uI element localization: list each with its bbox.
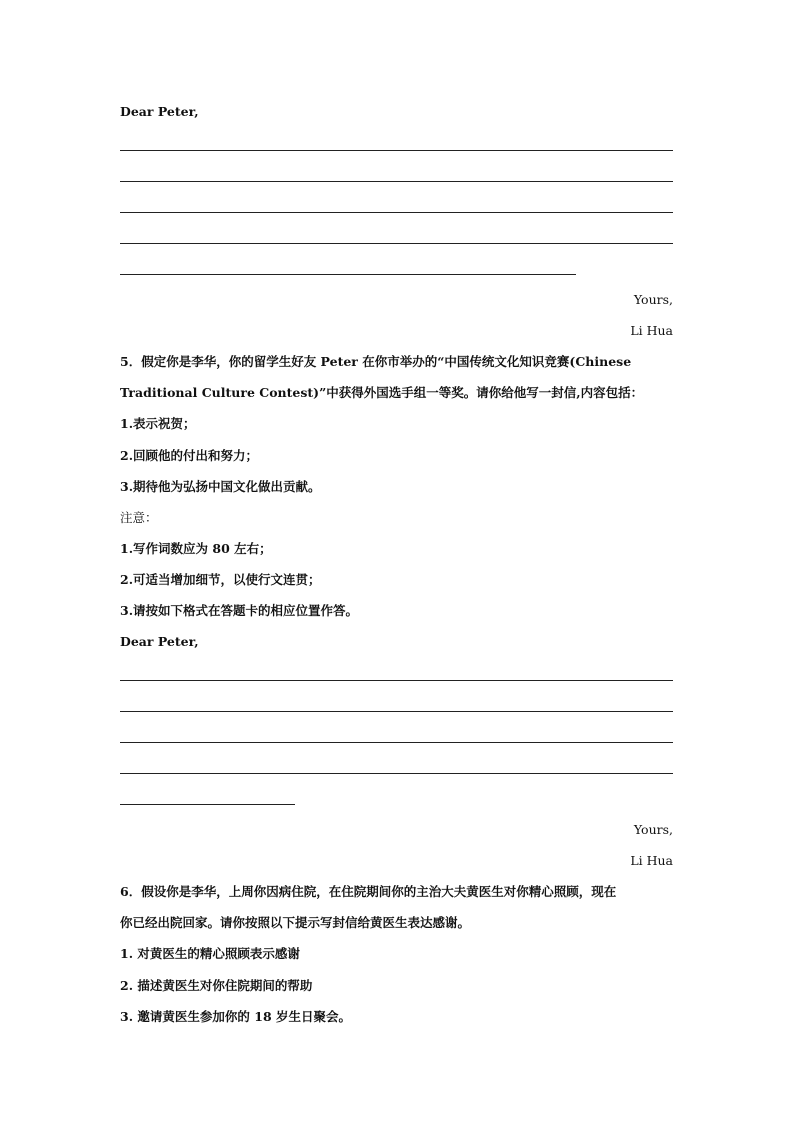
salutation: Dear Peter, — [120, 104, 199, 119]
task-6-point: 2. 描述黄医生对你住院期间的帮助 — [120, 978, 313, 993]
task-5-note: 3.请按如下格式在答题卡的相应位置作答。 — [120, 603, 359, 618]
closing: Yours, — [633, 822, 673, 837]
task-5-point: 3.期待他为弘扬中国文化做出贡献。 — [120, 479, 321, 494]
task-6-prompt-line-2: 你已经出院回家。请你按照以下提示写封信给黄医生表达感谢。 — [120, 915, 471, 930]
task-6-point: 3. 邀请黄医生参加你的 18 岁生日聚会。 — [120, 1009, 352, 1024]
task-5-prompt-line-1: 5．假定你是李华，你的留学生好友 Peter 在你市举办的“中国传统文化知识竞赛(Chinese — [120, 354, 632, 369]
task-6-point: 1. 对黄医生的精心照顾表示感谢 — [120, 946, 300, 961]
task-6-prompt-line-1: 6．假设你是李华，上周你因病住院，在住院期间你的主治大夫黄医生对你精心照顾，现在 — [120, 884, 617, 899]
notes-title: 注意： — [120, 510, 158, 525]
writing-line — [120, 680, 673, 681]
writing-line — [120, 243, 673, 244]
signature: Li Hua — [630, 853, 673, 868]
writing-line — [120, 742, 673, 743]
writing-line — [120, 711, 673, 712]
writing-line — [120, 274, 576, 275]
task-5-note: 2.可适当增加细节，以使行文连贯； — [120, 572, 321, 587]
task-5-note: 1.写作词数应为 80 左右； — [120, 541, 272, 556]
salutation: Dear Peter, — [120, 634, 199, 649]
writing-line — [120, 773, 673, 774]
closing: Yours, — [633, 292, 673, 307]
task-5-point: 2.回顾他的付出和努力； — [120, 448, 259, 463]
task-5-prompt-line-2: Traditional Culture Contest)”中获得外国选手组一等奖。请你给他写一封信,内容包括： — [120, 385, 644, 400]
task-5-point: 1.表示祝贺； — [120, 416, 196, 431]
writing-line — [120, 804, 295, 805]
signature: Li Hua — [630, 323, 673, 338]
writing-line — [120, 150, 673, 151]
writing-line — [120, 212, 673, 213]
writing-line — [120, 181, 673, 182]
